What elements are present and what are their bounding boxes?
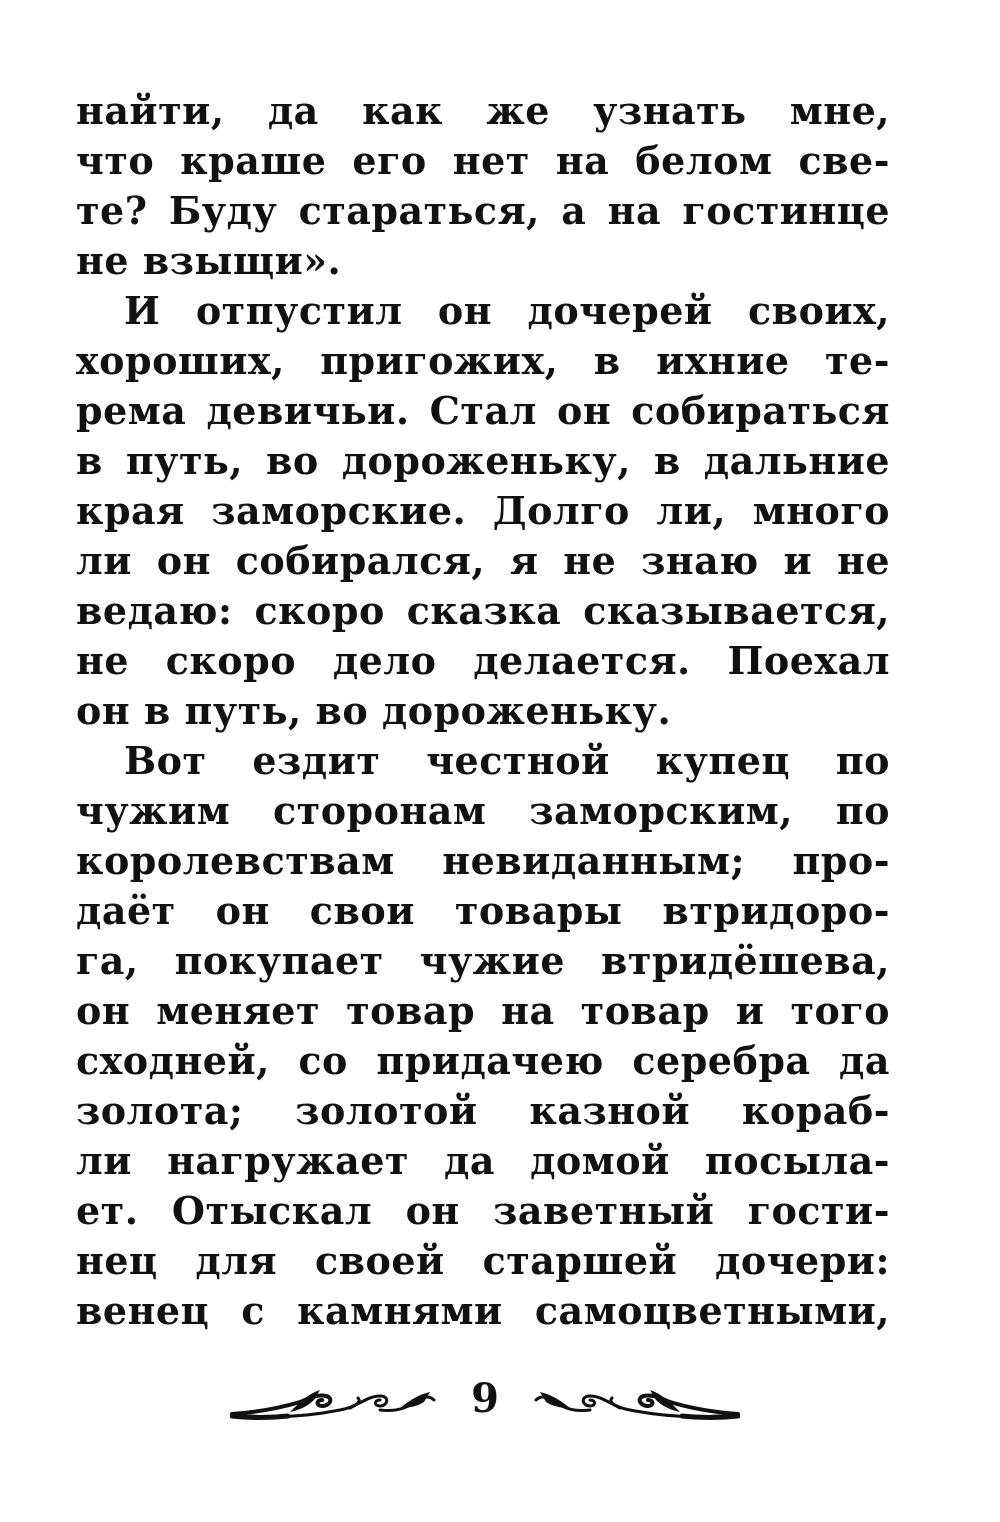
text-line: в путь, во дороженьку, в дальние	[76, 438, 890, 483]
text-line: хороших, пригожих, в ихние те-	[76, 338, 890, 383]
text-line: нец для своей старшей дочери:	[76, 1238, 890, 1283]
text-line: не взыщи».	[76, 238, 342, 283]
text-line: ет. Отыскал он заветный гости-	[76, 1188, 890, 1233]
page-number: 9	[471, 1375, 499, 1422]
text-line: края заморские. Долго ли, много	[76, 488, 890, 533]
flourish-ornament-icon	[230, 1372, 455, 1432]
text-line: не скоро дело делается. Поехал	[76, 638, 890, 683]
text-line: даёт он свои товары втридоро-	[76, 888, 890, 933]
text-line: он в путь, во дороженьку.	[76, 688, 672, 733]
flourish-ornament-icon	[515, 1372, 740, 1432]
text-line: он меняет товар на товар и того	[76, 988, 890, 1033]
text-line: те? Буду стараться, а на гостинце	[76, 188, 890, 233]
text-line: королевствам невиданным; про-	[76, 838, 890, 883]
page-footer	[230, 1372, 740, 1432]
text-line: И отпустил он дочерей своих,	[124, 288, 890, 333]
text-line: га, покупает чужие втридёшева,	[76, 938, 890, 983]
text-line: сходней, со придачею серебра да	[76, 1038, 890, 1083]
text-line: рема девичьи. Стал он собираться	[76, 388, 890, 433]
text-line: что краше его нет на белом све-	[76, 138, 890, 183]
text-line: ведаю: скоро сказка сказывается,	[76, 588, 890, 633]
page-text	[76, 86, 890, 1336]
text-line: ли он собирался, я не знаю и не	[76, 538, 890, 583]
text-line: Вот ездит честной купец по	[124, 738, 890, 783]
text-line: найти, да как же узнать мне,	[76, 88, 890, 133]
text-line: чужим сторонам заморским, по	[76, 788, 890, 833]
text-line: ли нагружает да домой посыла-	[76, 1138, 890, 1183]
text-line: золота; золотой казной кораб-	[76, 1088, 890, 1133]
text-line: венец с камнями самоцветными,	[76, 1288, 890, 1333]
